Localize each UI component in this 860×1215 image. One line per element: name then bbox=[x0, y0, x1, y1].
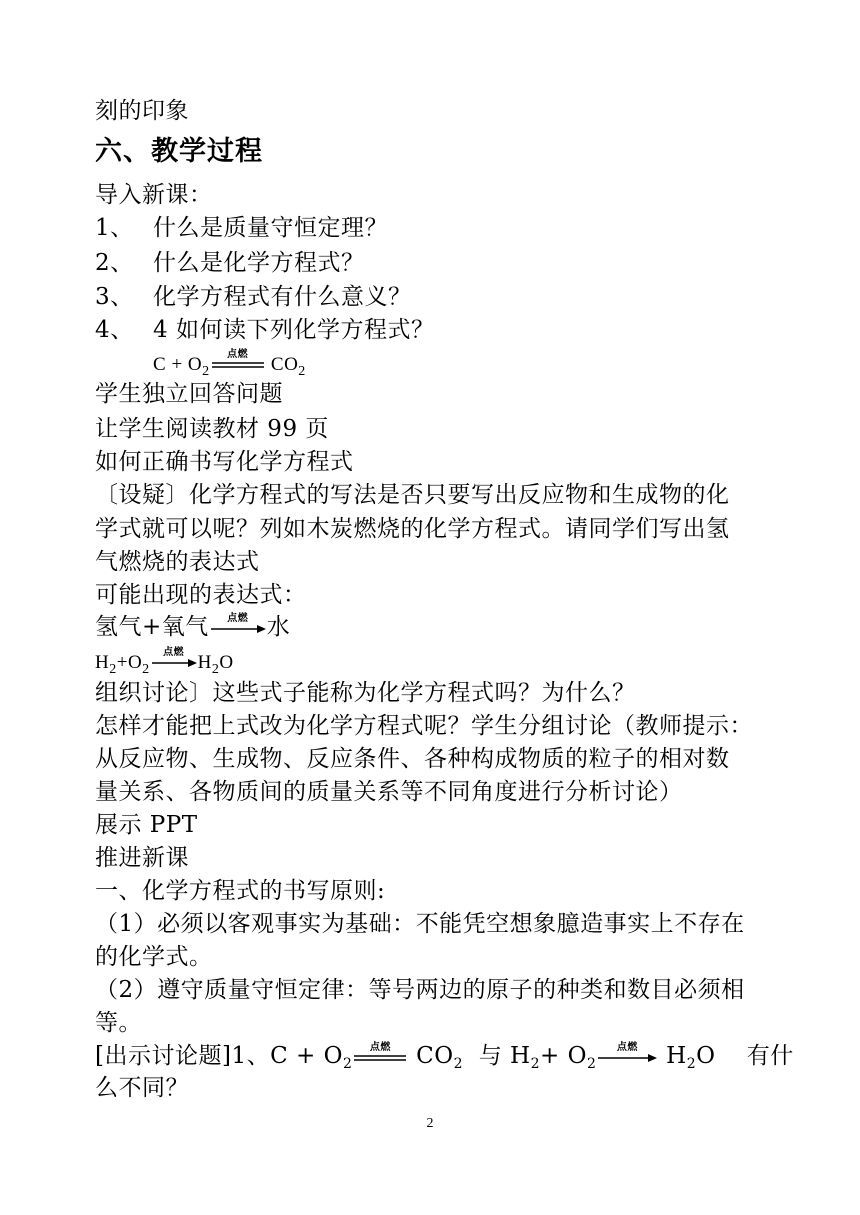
text-line: 一、化学方程式的书写原则: bbox=[95, 878, 386, 904]
equation-carbon bbox=[153, 350, 306, 382]
plus-sign: + bbox=[171, 354, 183, 375]
equation-formula bbox=[95, 648, 234, 680]
reaction-condition bbox=[596, 1042, 658, 1063]
text-line: （2）遵守质量守恒定律：等号两边的原子的种类和数目必须相 bbox=[95, 977, 745, 1003]
condition-label: 点燃 bbox=[616, 1042, 638, 1053]
subscript: 2 bbox=[211, 662, 220, 677]
text-line: 气燃烧的表达式 bbox=[95, 549, 260, 575]
question-number: 1、 bbox=[95, 215, 134, 241]
condition-label: 点燃 bbox=[163, 647, 185, 658]
subscript: 2 bbox=[342, 1056, 353, 1072]
text-line: 如何正确书写化学方程式 bbox=[95, 449, 354, 475]
formula: CO bbox=[416, 1043, 454, 1069]
subscript: 2 bbox=[530, 1056, 540, 1072]
equation-word bbox=[95, 612, 290, 642]
question-number: 2、 bbox=[95, 250, 134, 276]
section-heading: 六、教学过程 bbox=[95, 136, 263, 167]
formula: +O bbox=[116, 652, 143, 673]
formula: O bbox=[187, 354, 203, 375]
question-text: 化学方程式有什么意义？ bbox=[153, 284, 412, 310]
arrow-right-icon bbox=[209, 624, 267, 634]
question-2 bbox=[95, 248, 365, 278]
text-line: 从反应物、生成物、反应条件、各种构成物质的粒子的相对数 bbox=[95, 746, 730, 772]
reaction-condition bbox=[150, 647, 198, 668]
question-text: [出示讨论题]1、C + O bbox=[95, 1043, 343, 1069]
text-line: 展示 PPT bbox=[95, 812, 198, 838]
question-text: 有什 bbox=[746, 1043, 794, 1069]
subscript: 2 bbox=[298, 364, 306, 379]
question-4 bbox=[95, 315, 434, 345]
text-line: 学式就可以呢？列如木炭燃烧的化学方程式。请同学们写出氢 bbox=[95, 516, 730, 542]
reaction-condition bbox=[352, 1042, 408, 1063]
question-text: 什么是化学方程式？ bbox=[153, 250, 365, 276]
page-number: 2 bbox=[426, 1116, 434, 1131]
formula: CO bbox=[270, 354, 299, 375]
text-line: 的化学式。 bbox=[95, 944, 213, 970]
text-line: 刻的印象 bbox=[95, 98, 189, 124]
subscript: 2 bbox=[586, 1056, 597, 1072]
reactant: 氧气 bbox=[161, 614, 209, 640]
text-line: 么不同？ bbox=[95, 1075, 189, 1101]
question-3 bbox=[95, 282, 412, 312]
text-line: 怎样才能把上式改为化学方程式呢？学生分组讨论（教师提示： bbox=[95, 713, 753, 739]
text-line: 组织讨论〕这些式子能称为化学方程式吗？为什么？ bbox=[95, 680, 636, 706]
text-line: 量关系、各物质间的质量关系等不同角度进行分析讨论） bbox=[95, 779, 683, 805]
text-line: 等。 bbox=[95, 1010, 142, 1036]
subscript: 2 bbox=[686, 1056, 697, 1072]
text-line: （1）必须以客观事实为基础：不能凭空想象臆造事实上不存在 bbox=[95, 911, 745, 937]
condition-label: 点燃 bbox=[227, 613, 249, 624]
arrow-right-icon bbox=[150, 658, 198, 668]
text-line: 〔设疑〕化学方程式的写法是否只要写出反应物和生成物的化 bbox=[95, 482, 730, 508]
discussion-question bbox=[95, 1041, 794, 1074]
question-number: 4、 bbox=[95, 317, 134, 343]
formula: H bbox=[197, 652, 212, 673]
question-text: 什么是质量守恒定理？ bbox=[153, 215, 388, 241]
text-line: 导入新课： bbox=[95, 182, 213, 208]
double-line-icon bbox=[352, 1053, 408, 1063]
subscript: 2 bbox=[142, 662, 150, 677]
subscript: 2 bbox=[202, 364, 210, 379]
question-text: 4 如何读下列化学方程式？ bbox=[153, 317, 435, 343]
formula: + O bbox=[539, 1043, 587, 1069]
subscript: 2 bbox=[109, 662, 117, 677]
formula: O bbox=[696, 1043, 716, 1069]
formula: H bbox=[666, 1043, 687, 1069]
formula: H bbox=[95, 652, 110, 673]
question-number: 3、 bbox=[95, 284, 134, 310]
text-line: 让学生阅读教材 99 页 bbox=[95, 416, 329, 442]
subscript: 2 bbox=[453, 1056, 464, 1072]
product: 水 bbox=[266, 614, 291, 640]
reaction-condition bbox=[209, 613, 267, 634]
condition-label: 点燃 bbox=[369, 1042, 391, 1053]
text-line: 推进新课 bbox=[95, 845, 189, 871]
text-line: 可能出现的表达式： bbox=[95, 582, 307, 608]
arrow-right-icon bbox=[596, 1053, 658, 1063]
plus-sign: + bbox=[142, 614, 162, 640]
text-line: 学生独立回答问题 bbox=[95, 381, 283, 407]
question-text: 与 H bbox=[478, 1043, 531, 1069]
reaction-condition bbox=[210, 349, 266, 370]
formula: C bbox=[153, 354, 167, 375]
formula: O bbox=[219, 652, 234, 673]
reactant: 氢气 bbox=[95, 614, 142, 640]
double-line-icon bbox=[210, 360, 266, 370]
condition-label: 点燃 bbox=[227, 349, 249, 360]
question-1 bbox=[95, 213, 388, 243]
